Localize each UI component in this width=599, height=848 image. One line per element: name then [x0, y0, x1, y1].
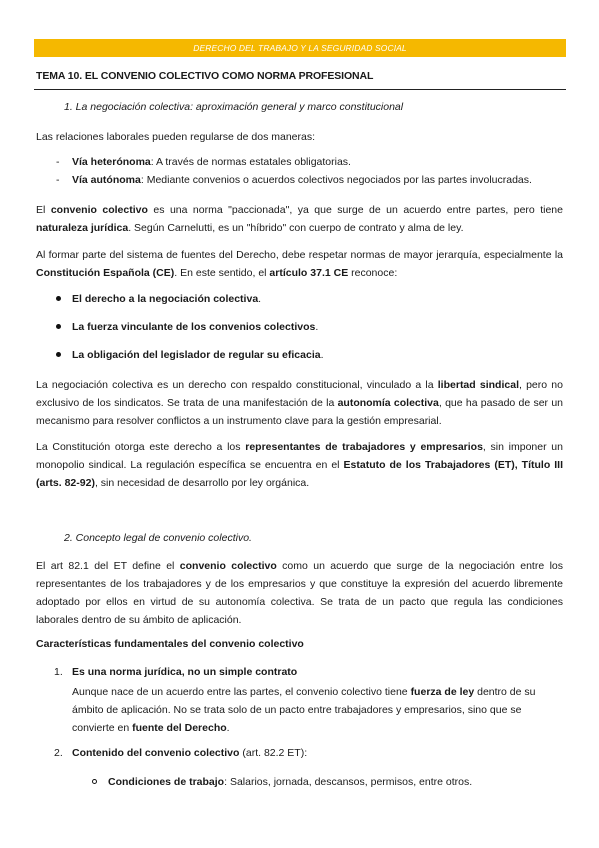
- numbered-item-1: [54, 666, 297, 678]
- dash-item-text: : A través de normas estatales obligatorias.: [150, 156, 351, 168]
- text-run: El art 82.1 del ET define el: [36, 560, 180, 572]
- bullet-tail: .: [315, 321, 319, 333]
- bullet-dot-icon: [56, 324, 61, 329]
- bold-run: convenio colectivo: [50, 204, 148, 216]
- hollow-bullet-icon: [92, 779, 97, 784]
- text-run: es una norma "paccionada", ya que surge de un acuerdo entre partes, pero tiene: [147, 204, 563, 216]
- bold-run: libertad sindical: [437, 379, 519, 391]
- characteristics-heading: Características fundamentales del convenio colectivo: [36, 638, 304, 650]
- text-run: , pero no exclusivo de los sindicatos. Se trata de una manifestación de la: [36, 379, 563, 409]
- item-title: Contenido del convenio colectivo: [72, 747, 240, 759]
- paragraph-derecho-constitucional: [36, 376, 563, 430]
- text-run: .: [226, 722, 230, 734]
- item-number: 2.: [54, 747, 63, 759]
- text-run: , que ha pasado de ser un mecanismo para resolver conflictos a un instrumento clave para la gestión empresarial.: [36, 397, 564, 427]
- bullet-text: La fuerza vinculante de los convenios colectivos: [72, 321, 316, 333]
- bullet-text: La obligación del legislador de regular su eficacia: [72, 349, 321, 361]
- bold-run: autonomía colectiva: [337, 397, 439, 409]
- text-run: , sin necesidad de desarrollo por ley orgánica.: [94, 477, 310, 489]
- bullet-item: [56, 321, 318, 333]
- dash-item-bold: Vía autónoma: [72, 174, 141, 186]
- bullet-dot-icon: [56, 296, 61, 301]
- section-1-intro: Las relaciones laborales pueden regularse de dos maneras:: [36, 131, 316, 143]
- paragraph-art-82-1: [36, 557, 563, 629]
- text-run: como un acuerdo que surge de la negociación entre los representantes de los trabajadores y de los empresarios y que constituye la expresión del acuerdo libremente adoptado por ellos en virtud de su autonomía colectiva. Se trata de un pacto que regula las condiciones laborales dentro de su ámbito de aplicación.: [36, 560, 564, 626]
- bold-run: Constitución Española (CE): [36, 267, 175, 279]
- bold-run: fuerza de ley: [410, 686, 475, 698]
- paragraph-convenio-definition: [36, 201, 563, 237]
- bullet-text: El derecho a la negociación colectiva: [72, 293, 259, 305]
- bullet-dot-icon: [56, 352, 61, 357]
- bullet-tail: .: [258, 293, 262, 305]
- item-tail: (art. 82.2 ET):: [239, 747, 308, 759]
- title-underline: [34, 89, 566, 90]
- bold-run: representantes de trabajadores y empresarios: [245, 441, 483, 453]
- item-title: Es una norma jurídica, no un simple contrato: [72, 666, 298, 678]
- text-run: Al formar parte del sistema de fuentes del Derecho, debe respetar normas de mayor jerarquía, especialmente la: [36, 249, 563, 261]
- numbered-item-2: [54, 747, 307, 759]
- bold-run: naturaleza jurídica: [36, 222, 129, 234]
- bullet-item: [56, 349, 324, 361]
- text-run: Aunque nace de un acuerdo entre las partes, el convenio colectivo tiene: [72, 686, 411, 698]
- header-banner-text: DERECHO DEL TRABAJO Y LA SEGURIDAD SOCIAL: [193, 43, 407, 53]
- dash-item-heteronoma: - Vía heterónoma: A través de normas estatales obligatorias.: [56, 156, 351, 168]
- section-2-title: 2. Concepto legal de convenio colectivo.: [64, 532, 252, 544]
- text-run: . Según Carnelutti, es un "híbrido" con cuerpo de contrato y alma de ley.: [128, 222, 464, 234]
- text-run: La Constitución otorga este derecho a los: [36, 441, 246, 453]
- dash-item-text: : Mediante convenios o acuerdos colectivos negociados por las partes involucradas.: [140, 174, 532, 186]
- bold-run: Estatuto de los Trabajadores (ET), Título III (arts. 82-92): [36, 459, 564, 489]
- sub-item-bold: Condiciones de trabajo: [108, 776, 225, 788]
- bold-run: convenio colectivo: [179, 560, 277, 572]
- sub-item-text: : Salarios, jornada, descansos, permisos, entre otros.: [224, 776, 473, 788]
- dash-item-autonoma: - Vía autónoma: Mediante convenios o acuerdos colectivos negociados por las partes involucradas.: [56, 174, 532, 186]
- text-run: El: [36, 204, 51, 216]
- bullet-tail: .: [320, 349, 324, 361]
- text-run: , sin imponer un monopolio sindical. La regulación específica se encuentra en el: [36, 441, 563, 471]
- sub-item-condiciones: [92, 776, 472, 788]
- item-number: 1.: [54, 666, 63, 678]
- section-1-title: 1. La negociación colectiva: aproximación general y marco constitucional: [64, 101, 404, 113]
- dash-item-bold: Vía heterónoma: [72, 156, 151, 168]
- header-banner: [34, 39, 566, 57]
- numbered-item-1-body: [72, 683, 562, 737]
- text-run: . En este sentido, el: [174, 267, 270, 279]
- text-run: dentro de su ámbito de aplicación. No se trata solo de un pacto entre trabajadores y empresarios, sino que se convierte en: [72, 686, 536, 734]
- paragraph-fuentes: [36, 246, 563, 282]
- text-run: La negociación colectiva es un derecho con respaldo constitucional, vinculado a la: [36, 379, 438, 391]
- document-title: TEMA 10. EL CONVENIO COLECTIVO COMO NORMA PROFESIONAL: [36, 70, 374, 82]
- text-run: reconoce:: [348, 267, 398, 279]
- bold-run: fuente del Derecho: [132, 722, 227, 734]
- bullet-item: [56, 293, 261, 305]
- paragraph-representantes: [36, 438, 563, 492]
- bold-run: artículo 37.1 CE: [269, 267, 349, 279]
